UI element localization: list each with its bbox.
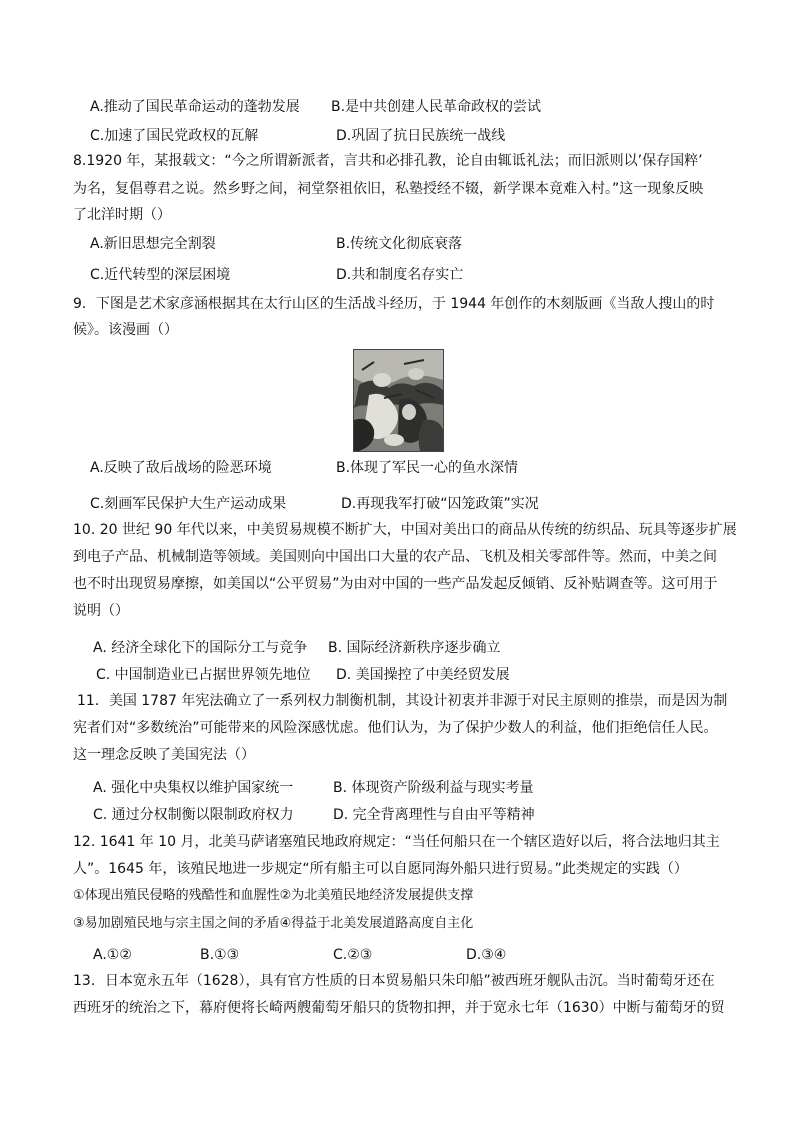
q11-option-b: B. 体现资产阶级利益与现实考量 [333,780,534,796]
q10-option-a: A. 经济全球化下的国际分工与竞争 [93,640,308,656]
q12-option-c: C.②③ [333,947,373,963]
q10-option-b: B. 国际经济新秩序逐步确立 [328,640,501,656]
q9-option-d: D.再现我军打破“囚笼政策”实况 [341,496,539,512]
q12-stem-line-1: 12. 1641 年 10 月，北美马萨诸塞殖民地政府规定：“当任何船只在一个辖区造好以后，将合法地归其主 [73,834,720,850]
q8-option-b: B.传统文化彻底衰落 [336,236,463,252]
q11-stem-line-2: 宪者们对“多数统治”可能带来的风险深感忧虑。他们认为，为了保护少数人的利益，他们拒绝信任人民。 [73,720,718,736]
q11-option-d: D. 完全背离理性与自由平等精神 [333,807,535,823]
q8-stem-line-3: 了北洋时期（） [73,207,171,223]
q7-option-b: B.是中共创建人民革命政权的尝试 [331,99,542,115]
q12-statements-line-2: ③易加剧殖民地与宗主国之间的矛盾④得益于北美发展道路高度自主化 [73,916,474,931]
q10-option-d: D. 美国操控了中美经贸发展 [336,667,510,683]
q10-stem-line-1: 10. 20 世纪 90 年代以来，中美贸易规模不断扩大，中国对美出口的商品从传统的纺织品、玩具等逐步扩展 [73,522,737,538]
woodcut-print-image [353,349,444,452]
q12-option-b: B.①③ [200,947,240,963]
q10-stem-line-2: 到电子产品、机械制造等领域。美国则向中国出口大量的农产品、飞机及相关零部件等。然而，中美之间 [73,549,717,565]
q13-stem-line-2: 西班牙的统治之下，幕府便将长崎两艘葡萄牙船只的货物扣押，并于宽永七年（1630）中断与葡萄牙的贸 [73,1000,725,1016]
q8-option-a: A.新旧思想完全割裂 [90,236,216,252]
q9-stem-line-1: 9．下图是艺术家彦涵根据其在太行山区的生活战斗经历，于 1944 年创作的木刻版画《当敌人搜山的时 [73,296,715,312]
q7-option-a: A.推动了国民革命运动的蓬勃发展 [90,99,300,115]
q7-option-d: D.巩固了抗日民族统一战线 [336,128,506,144]
q8-option-d: D.共和制度名存实亡 [336,267,464,283]
q7-option-c: C.加速了国民党政权的瓦解 [90,128,259,144]
q9-option-a: A.反映了敌后战场的险恶环境 [90,460,272,476]
q8-stem-line-2: 为名，复倡尊君之说。然乡野之间，祠堂祭祖依旧，私塾授经不辍，新学课本竟难入村。”这一现象反映 [73,181,704,197]
q13-stem-line-1: 13．日本宽永五年（1628），具有官方性质的日本贸易船只朱印船”被西班牙舰队击沉。当时葡萄牙还在 [73,973,715,989]
q8-option-c: C.近代转型的深层困境 [90,267,231,283]
q9-stem-line-2: 候》。该漫画（） [73,322,178,338]
q9-option-b: B.体现了军民一心的鱼水深情 [336,460,519,476]
q11-stem-line-3: 这一理念反映了美国宪法（） [73,747,255,763]
q10-stem-line-4: 说明（） [73,603,129,619]
q8-stem-line-1: 8.1920 年，某报载文：“今之所谓新派者，言共和必排孔教，论自由辄诋礼法；而旧派则以’保存国粹’ [73,153,703,169]
q10-option-c: C. 中国制造业已占据世界领先地位 [96,667,311,683]
q10-stem-line-3: 也不时出现贸易摩擦，如美国以“公平贸易”为由对中国的一些产品发起反倾销、反补贴调查等。这可用于 [73,576,718,592]
q11-option-c: C. 通过分权制衡以限制政府权力 [93,807,294,823]
q12-statements-line-1: ①体现出殖民侵略的残酷性和血腥性②为北美殖民地经济发展提供支撑 [73,888,474,903]
q9-option-c: C.刻画军民保护大生产运动成果 [90,496,287,512]
q12-option-a: A.①② [93,947,132,963]
q11-option-a: A. 强化中央集权以维护国家统一 [93,780,294,796]
q12-option-d: D.③④ [466,947,507,963]
q12-stem-line-2: 人”。1645 年，该殖民地进一步规定“所有船主可以自愿同海外船只进行贸易。”此类规定的实践（） [73,861,688,877]
q11-stem-line-1: 11．美国 1787 年宪法确立了一系列权力制衡机制，其设计初衷并非源于对民主原则的推崇，而是因为制 [77,693,728,709]
